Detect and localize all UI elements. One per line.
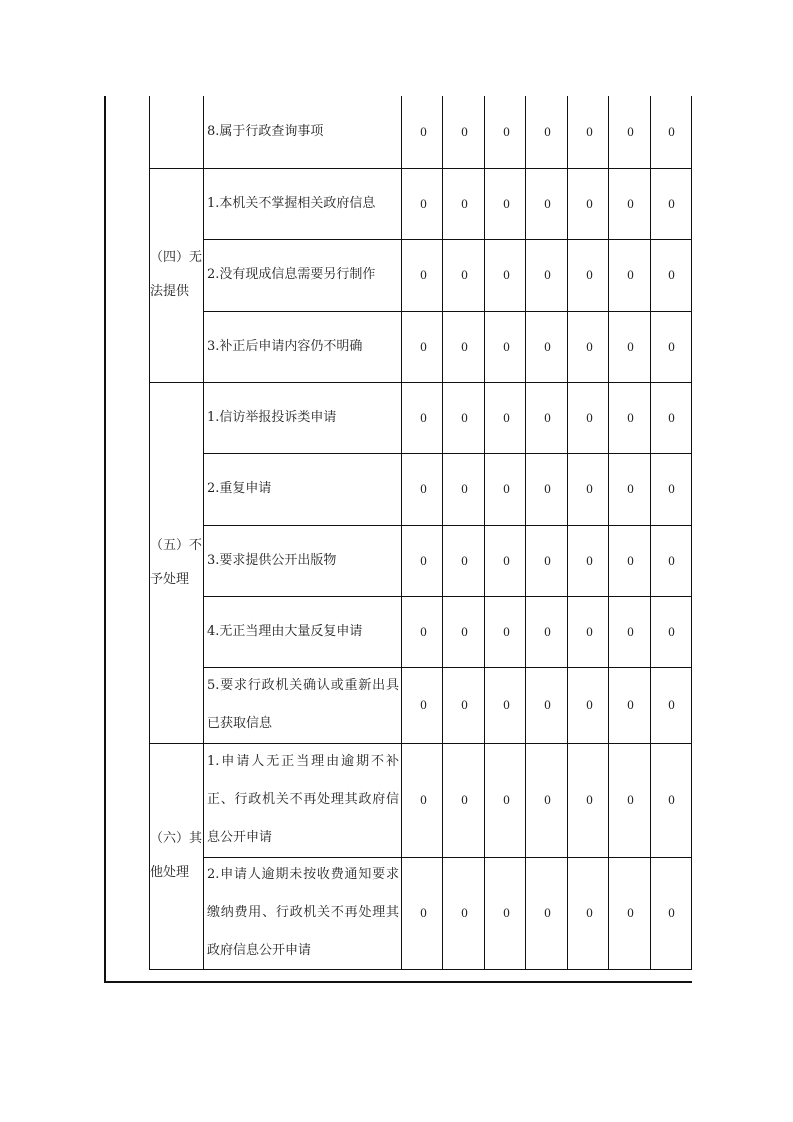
count-cell: 0: [627, 697, 634, 712]
count-cell: 0: [586, 624, 593, 639]
count-cell: 0: [586, 697, 593, 712]
count-cell: 0: [627, 196, 634, 211]
count-cell: 0: [461, 124, 468, 139]
count-cell: 0: [420, 196, 427, 211]
count-cell: 0: [461, 410, 468, 425]
count-cell: 0: [544, 697, 551, 712]
count-cell: 0: [544, 553, 551, 568]
item-label: 1.本机关不掌握相关政府信息: [207, 195, 376, 211]
table-row: [207, 168, 399, 239]
count-cell: 0: [503, 196, 510, 211]
count-cell: 0: [461, 339, 468, 354]
item-label: 2.重复申请: [207, 481, 272, 496]
count-cell: 0: [668, 196, 675, 211]
count-cell: 0: [503, 481, 510, 496]
count-cell: 0: [627, 624, 634, 639]
table-border-vertical: [484, 96, 485, 969]
count-cell: 0: [668, 792, 675, 807]
item-label: 8.属于行政查询事项: [207, 124, 324, 139]
count-cell: 0: [668, 553, 675, 568]
count-cell: 0: [586, 792, 593, 807]
table-row: [207, 239, 399, 311]
category-label-text: （五）不予处理: [150, 537, 203, 587]
count-cell: 0: [461, 905, 468, 920]
table-border-vertical: [650, 96, 651, 969]
table-border-vertical: [401, 96, 402, 969]
count-cell: 0: [544, 410, 551, 425]
item-label: 3.要求提供公开出版物: [207, 552, 337, 568]
count-cell: 0: [461, 792, 468, 807]
table-row: [207, 667, 399, 743]
item-label: 1.信访举报投诉类申请: [207, 409, 337, 425]
table-row: [207, 857, 399, 969]
item-label: 4.无正当理由大量反复申请: [207, 623, 363, 639]
count-cell: 0: [420, 481, 427, 496]
item-label: 1.申请人无正当理由逾期不补正、行政机关不再处理其政府信息公开申请: [207, 754, 399, 845]
count-cell: 0: [586, 124, 593, 139]
count-cell: 0: [420, 697, 427, 712]
table-border-vertical: [567, 96, 568, 969]
table-row: [207, 596, 399, 667]
count-cell: 0: [503, 792, 510, 807]
count-cell: 0: [668, 124, 675, 139]
count-cell: 0: [544, 481, 551, 496]
count-cell: 0: [668, 624, 675, 639]
count-cell: 0: [503, 410, 510, 425]
count-cell: 0: [544, 905, 551, 920]
count-cell: 0: [668, 905, 675, 920]
table-border-vertical: [203, 96, 204, 969]
count-cell: 0: [586, 267, 593, 282]
count-cell: 0: [586, 196, 593, 211]
count-cell: 0: [420, 624, 427, 639]
count-cell: 0: [668, 410, 675, 425]
table-row: [207, 525, 399, 596]
table-border-bottom: [104, 981, 692, 983]
count-cell: 0: [627, 792, 634, 807]
item-label: 5.要求行政机关确认或重新出具已获取信息: [207, 678, 399, 731]
count-cell: 0: [503, 267, 510, 282]
count-cell: 0: [586, 410, 593, 425]
table-border-vertical: [691, 96, 692, 969]
count-cell: 0: [544, 624, 551, 639]
count-cell: 0: [586, 339, 593, 354]
count-cell: 0: [627, 481, 634, 496]
item-label: 3.补正后申请内容仍不明确: [207, 338, 363, 354]
category-label-text: （四）无法提供: [150, 250, 203, 299]
count-cell: 0: [627, 339, 634, 354]
count-cell: 0: [544, 792, 551, 807]
count-cell: 0: [503, 339, 510, 354]
category-label-text: （六）其他处理: [150, 831, 203, 880]
count-cell: 0: [668, 267, 675, 282]
count-cell: 0: [627, 410, 634, 425]
count-cell: 0: [586, 905, 593, 920]
table-row: [207, 453, 399, 525]
count-cell: 0: [420, 792, 427, 807]
count-cell: 0: [420, 267, 427, 282]
count-cell: 0: [461, 267, 468, 282]
count-cell: 0: [503, 553, 510, 568]
category-label: [150, 96, 202, 168]
table-row: [207, 743, 399, 857]
count-cell: 0: [544, 196, 551, 211]
count-cell: 0: [420, 339, 427, 354]
item-label: 2.申请人逾期未按收费通知要求缴纳费用、行政机关不再处理其政府信息公开申请: [207, 867, 399, 958]
count-cell: 0: [627, 267, 634, 282]
table-border-vertical: [525, 96, 526, 969]
table-border-vertical: [104, 96, 106, 982]
count-cell: 0: [627, 905, 634, 920]
table-row: [207, 382, 399, 453]
count-cell: 0: [503, 905, 510, 920]
count-cell: 0: [544, 339, 551, 354]
category-label: [150, 382, 202, 743]
count-cell: 0: [461, 196, 468, 211]
count-cell: 0: [420, 410, 427, 425]
count-cell: 0: [627, 553, 634, 568]
table-border-vertical: [442, 96, 443, 969]
count-cell: 0: [461, 553, 468, 568]
table-row: [207, 96, 399, 168]
table-row: [207, 311, 399, 382]
count-cell: 0: [461, 697, 468, 712]
category-label: [150, 743, 202, 969]
count-cell: 0: [503, 697, 510, 712]
count-cell: 0: [503, 624, 510, 639]
count-cell: 0: [668, 697, 675, 712]
count-cell: 0: [544, 124, 551, 139]
count-cell: 0: [544, 267, 551, 282]
count-cell: 0: [668, 339, 675, 354]
count-cell: 0: [503, 124, 510, 139]
count-cell: 0: [668, 481, 675, 496]
count-cell: 0: [420, 905, 427, 920]
count-cell: 0: [586, 481, 593, 496]
count-cell: 0: [420, 124, 427, 139]
count-cell: 0: [461, 481, 468, 496]
count-cell: 0: [461, 624, 468, 639]
table-border-vertical: [608, 96, 609, 969]
category-label: [150, 168, 202, 382]
count-cell: 0: [586, 553, 593, 568]
count-cell: 0: [627, 124, 634, 139]
count-cell: 0: [420, 553, 427, 568]
item-label: 2.没有现成信息需要另行制作: [207, 267, 376, 282]
